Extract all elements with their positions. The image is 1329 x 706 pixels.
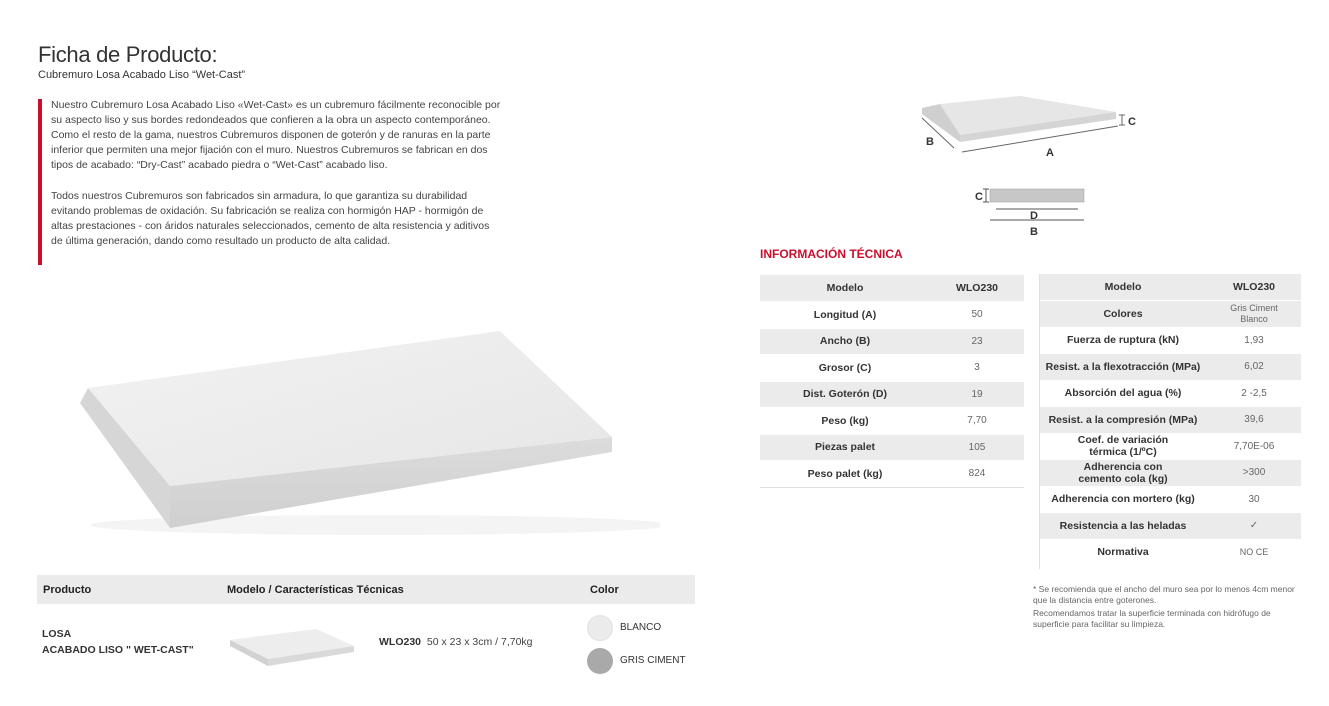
table-row — [1039, 486, 1301, 513]
description-paragraph-1: Nuestro Cubremuro Losa Acabado Liso «Wet-Cast» es un cubremuro fácilmente reconocible por su aspecto liso y sus bordes redondeados que confieren a la obra un aspecto contemporáneo. Como el resto de la gama, nuestros Cubremuros disponen de goterón y de ranuras en la parte inferior que permiten una mejor fijación con el muro. Nuestros Cubremuros se fabrican en dos tipos de acabado: “Dry-Cast” acabado piedra o “Wet-Cast” acabado liso. — [51, 99, 501, 171]
table-row — [760, 408, 1024, 435]
prop-key: Resistencia a las heladas — [1039, 513, 1207, 540]
footnotes — [1033, 584, 1303, 632]
table-row — [1039, 539, 1301, 566]
prop-key-line-2: térmica (1/ºC) — [1089, 446, 1157, 459]
diagram-label-a: A — [1046, 147, 1054, 159]
header-product: Producto — [43, 584, 92, 596]
color-label-blanco: BLANCO — [620, 622, 662, 633]
prop-key: Resist. a la flexotracción (MPa) — [1039, 354, 1207, 381]
prop-header-value: WLO230 — [1207, 274, 1301, 301]
header-model: Modelo / Características Técnicas — [227, 584, 404, 596]
prop-header-key: Modelo — [1039, 274, 1207, 301]
table-row — [1039, 327, 1301, 354]
dim-value: 7,70 — [930, 408, 1024, 435]
dimensions-table — [760, 275, 1024, 488]
table-row — [760, 461, 1024, 488]
dim-value: 23 — [930, 328, 1024, 355]
table-divider — [760, 487, 1024, 488]
color-swatch-blanco — [587, 615, 613, 641]
table-row — [760, 355, 1024, 382]
dimension-diagram-section — [970, 183, 1100, 239]
prop-key: Resist. a la compresión (MPa) — [1039, 407, 1207, 434]
prop-key — [1039, 460, 1207, 487]
prop-key — [1039, 433, 1207, 460]
dim-key: Ancho (B) — [760, 328, 930, 355]
table-row — [1039, 274, 1301, 301]
color-label-gris: GRIS CIMENT — [620, 655, 686, 666]
table-row — [1039, 354, 1301, 381]
prop-key: Fuerza de ruptura (kN) — [1039, 327, 1207, 354]
prop-value-line-1: Gris Ciment — [1230, 302, 1278, 313]
prop-value: 39,6 — [1207, 407, 1301, 434]
dim-key: Peso palet (kg) — [760, 461, 930, 488]
dim-value: 824 — [930, 461, 1024, 488]
prop-key: Normativa — [1039, 539, 1207, 566]
header-color: Color — [590, 584, 619, 596]
product-description — [51, 98, 501, 265]
prop-value: 1,93 — [1207, 327, 1301, 354]
table-row — [1039, 513, 1301, 540]
prop-value: >300 — [1207, 460, 1301, 487]
table-divider — [1039, 274, 1040, 569]
table-row — [760, 275, 1024, 302]
section-label-d: D — [1030, 210, 1038, 222]
prop-key: Adherencia con mortero (kg) — [1039, 486, 1207, 513]
page-subtitle: Cubremuro Losa Acabado Liso “Wet-Cast” — [38, 69, 246, 81]
footnote-2: Recomendamos tratar la superficie terminada con hidrófugo de superficie para facilitar su limpieza. — [1033, 608, 1271, 629]
product-row — [37, 604, 695, 684]
diagram-label-b: B — [926, 136, 934, 148]
prop-value: NO CE — [1207, 539, 1301, 566]
prop-value: 2 -2,5 — [1207, 380, 1301, 407]
dim-key: Peso (kg) — [760, 408, 930, 435]
product-table — [37, 575, 695, 684]
prop-value — [1207, 301, 1301, 328]
table-row — [760, 328, 1024, 355]
table-row — [1039, 460, 1301, 487]
product-name-line-2: ACABADO LISO " WET-CAST" — [42, 644, 194, 656]
dim-value: 19 — [930, 381, 1024, 408]
table-row — [1039, 407, 1301, 434]
description-paragraph-2: Todos nuestros Cubremuros son fabricados sin armadura, lo que garantiza su durabilidad evitando problemas de oxidación. Su fabricación se realiza con hormigón HAP - hormigón de altas prestaciones - con áridos naturales seleccionados, cemento de alta resistencia y aditivos de última generación, dando como resultado un producto de alta calidad. — [51, 190, 490, 247]
prop-value: 6,02 — [1207, 354, 1301, 381]
prop-key-line-2: cemento cola (kg) — [1078, 472, 1168, 485]
dim-value: 105 — [930, 434, 1024, 461]
product-name-line-1: LOSA — [42, 628, 72, 640]
dim-header-value: WLO230 — [930, 275, 1024, 302]
dim-header-key: Modelo — [760, 275, 930, 302]
prop-key: Absorción del agua (%) — [1039, 380, 1207, 407]
color-swatch-gris — [587, 648, 613, 674]
prop-key-line-1: Adherencia con — [1083, 460, 1163, 473]
dim-value: 50 — [930, 302, 1024, 329]
table-row — [1039, 380, 1301, 407]
model-specs: 50 x 23 x 3cm / 7,70kg — [426, 636, 533, 648]
properties-table — [1039, 274, 1301, 566]
table-row — [760, 434, 1024, 461]
dimension-diagram-isometric — [920, 92, 1140, 162]
table-row — [760, 302, 1024, 329]
section-label-b: B — [1030, 226, 1038, 238]
diagram-label-c: C — [1128, 116, 1136, 128]
accent-bar — [38, 99, 42, 265]
dim-key: Longitud (A) — [760, 302, 930, 329]
table-row — [1039, 433, 1301, 460]
product-table-header — [37, 575, 695, 604]
prop-value-line-2: Blanco — [1240, 313, 1268, 324]
dim-key: Piezas palet — [760, 434, 930, 461]
product-thumbnail — [228, 626, 358, 668]
dim-key: Grosor (C) — [760, 355, 930, 382]
table-row — [760, 381, 1024, 408]
dim-value: 3 — [930, 355, 1024, 382]
table-row — [1039, 301, 1301, 328]
product-model — [379, 636, 533, 648]
model-code: WLO230 — [379, 636, 422, 648]
footnote-1: * Se recomienda que el ancho del muro sea por lo menos 4cm menor que la distancia entre goterones. — [1033, 584, 1295, 605]
technical-info-title: INFORMACIÓN TÉCNICA — [760, 247, 903, 261]
section-label-c: C — [975, 191, 983, 203]
prop-value: 7,70E-06 — [1207, 433, 1301, 460]
page-title: Ficha de Producto: — [38, 42, 218, 67]
product-hero-image — [60, 300, 660, 540]
product-name — [42, 626, 194, 658]
prop-value: 30 — [1207, 486, 1301, 513]
dim-key: Dist. Goterón (D) — [760, 381, 930, 408]
check-icon: ✓ — [1207, 513, 1301, 540]
prop-key: Colores — [1039, 301, 1207, 328]
prop-key-line-1: Coef. de variación — [1077, 434, 1169, 447]
